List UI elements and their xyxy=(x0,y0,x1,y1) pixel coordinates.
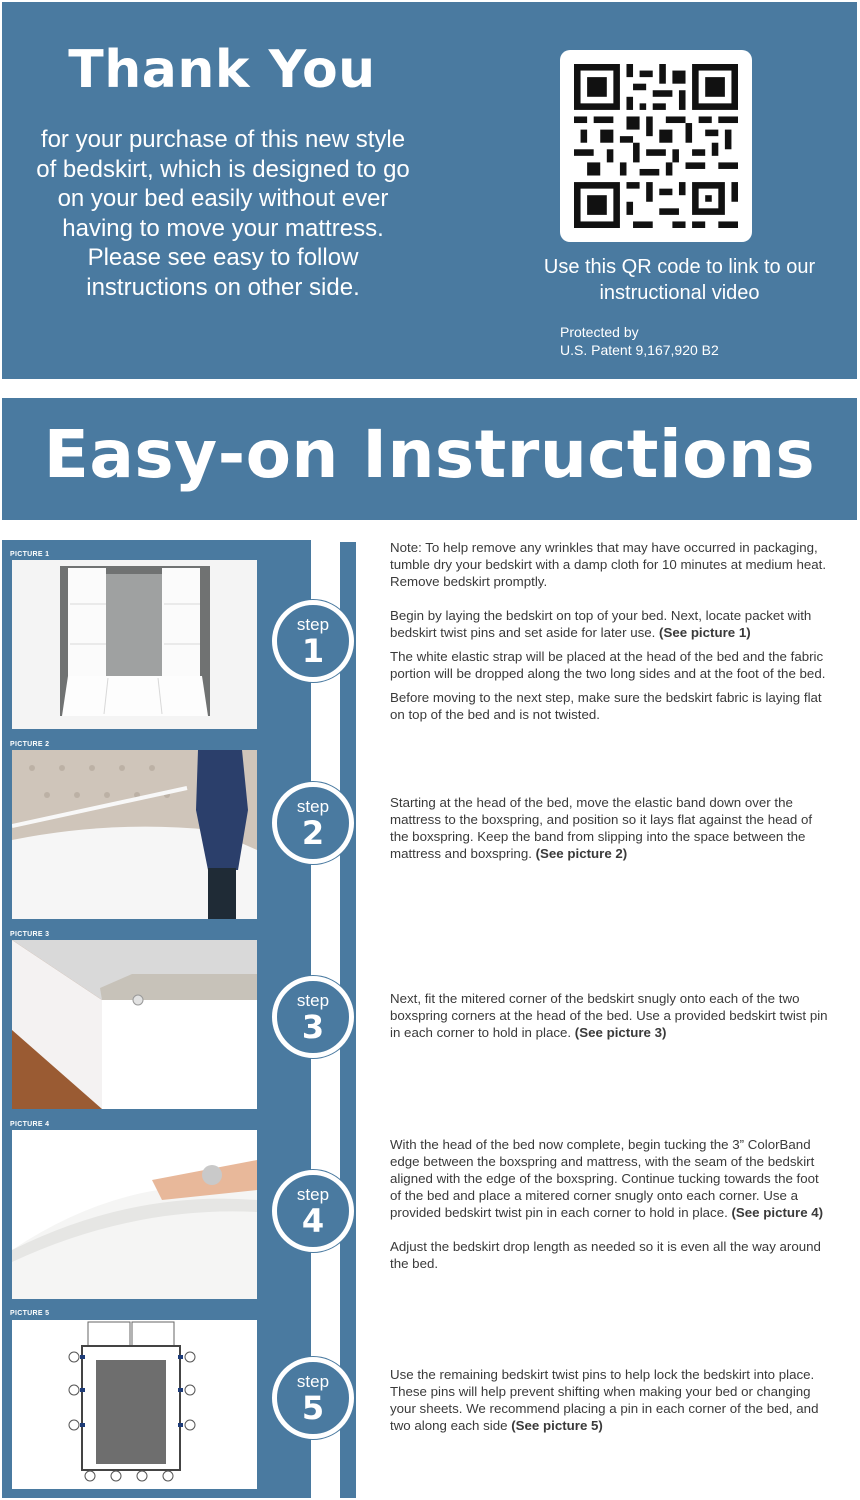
picture-5-label: PICTURE 5 xyxy=(10,1310,50,1317)
step-number: 5 xyxy=(301,1389,325,1427)
step-2-text xyxy=(390,794,830,869)
note-paragraph: Note: To help remove any wrinkles that may have occurred in packaging, tumble dry your bedskirt with a damp cloth for 10 minutes at medium heat. Remove bedskirt promptly. xyxy=(390,540,827,589)
picture-2-image xyxy=(12,750,257,919)
qr-code[interactable] xyxy=(560,50,752,242)
patent-line-2: U.S. Patent 9,167,920 B2 xyxy=(560,342,719,358)
step-3-badge xyxy=(272,976,354,1058)
step-1-paragraph-2: The white elastic strap will be placed at the head of the bed and the fabric portion will be dropped along the two long sides and at the foot of the bed. xyxy=(390,649,826,681)
picture-4-image xyxy=(12,1130,257,1299)
step-label: step xyxy=(296,615,330,634)
step-3-text xyxy=(390,990,830,1048)
step-4-badge xyxy=(272,1170,354,1252)
thank-you-message: for your purchase of this new style of bedskirt, which is designed to go on your bed easily without ever having to move your mattress. Please see easy to follow instructions on other side. xyxy=(36,126,410,301)
instructions-header xyxy=(2,398,857,520)
step-1-paragraph-1: Begin by laying the bedskirt on top of your bed. Next, locate packet with bedskirt twist pins and set aside for later use. (See picture 1) xyxy=(390,608,812,640)
step-label: step xyxy=(296,1185,330,1204)
picture-4-label: PICTURE 4 xyxy=(10,1121,50,1128)
picture-3-label: PICTURE 3 xyxy=(10,931,50,938)
picture-5-image xyxy=(12,1320,257,1489)
step-2-badge xyxy=(272,782,354,864)
step-4-paragraph-2: Adjust the bedskirt drop length as needed so it is even all the way around the bed. xyxy=(390,1239,821,1271)
step-label: step xyxy=(296,797,330,816)
picture-1-label: PICTURE 1 xyxy=(10,551,50,558)
qr-caption: Use this QR code to link to our instructional video xyxy=(543,256,816,304)
step-5-text xyxy=(390,1366,830,1441)
patent-notice xyxy=(560,323,719,359)
picture-2-label: PICTURE 2 xyxy=(10,741,50,748)
thank-you-card xyxy=(2,2,857,379)
step-number: 3 xyxy=(301,1008,325,1046)
step-5-paragraph-1: Use the remaining bedskirt twist pins to help lock the bedskirt into place. These pins will help prevent shifting when making your bed or changing your sheets. We recommend placing a pin in each corner of the bed, and two along each side (See picture 5) xyxy=(390,1367,819,1433)
step-label: step xyxy=(296,991,330,1010)
step-number: 1 xyxy=(301,632,325,670)
step-label: step xyxy=(296,1372,330,1391)
step-2-paragraph-1: Starting at the head of the bed, move the elastic band down over the mattress to the boxspring, and position so it lays flat against the head of the boxspring. Keep the band from slipping into the space between the mattress and boxspring. (See picture 2) xyxy=(390,795,813,861)
step-1-text xyxy=(390,539,830,730)
patent-line-1: Protected by xyxy=(560,324,639,340)
step-4-text xyxy=(390,1136,830,1279)
step-number: 2 xyxy=(301,814,325,852)
page-title: Easy-on Instructions xyxy=(43,416,816,493)
step-3-paragraph-1: Next, fit the mitered corner of the bedskirt snugly onto each of the two boxspring corners at the head of the bed. Use a provided bedskirt twist pin in each corner to hold in place. (See picture 3) xyxy=(390,991,828,1040)
step-1-badge xyxy=(272,600,354,682)
step-5-badge xyxy=(272,1357,354,1439)
thank-you-title: Thank You xyxy=(68,40,376,100)
qr-code-icon xyxy=(574,64,738,228)
picture-3-image xyxy=(12,940,257,1109)
step-4-paragraph-1: With the head of the bed now complete, begin tucking the 3” ColorBand edge between the boxspring and mattress, with the seam of the bedskirt aligned with the edge of the boxspring. Continue tucking towards the foot of the bed and place a mitered corner snugly onto each corner. Use a provided bedskirt twist pin in each corner to hold in place. (See picture 4) xyxy=(390,1137,824,1220)
step-1-paragraph-3: Before moving to the next step, make sure the bedskirt fabric is laying flat on top of the bed and is not twisted. xyxy=(390,690,822,722)
picture-1-image xyxy=(12,560,257,729)
step-number: 4 xyxy=(301,1202,325,1240)
